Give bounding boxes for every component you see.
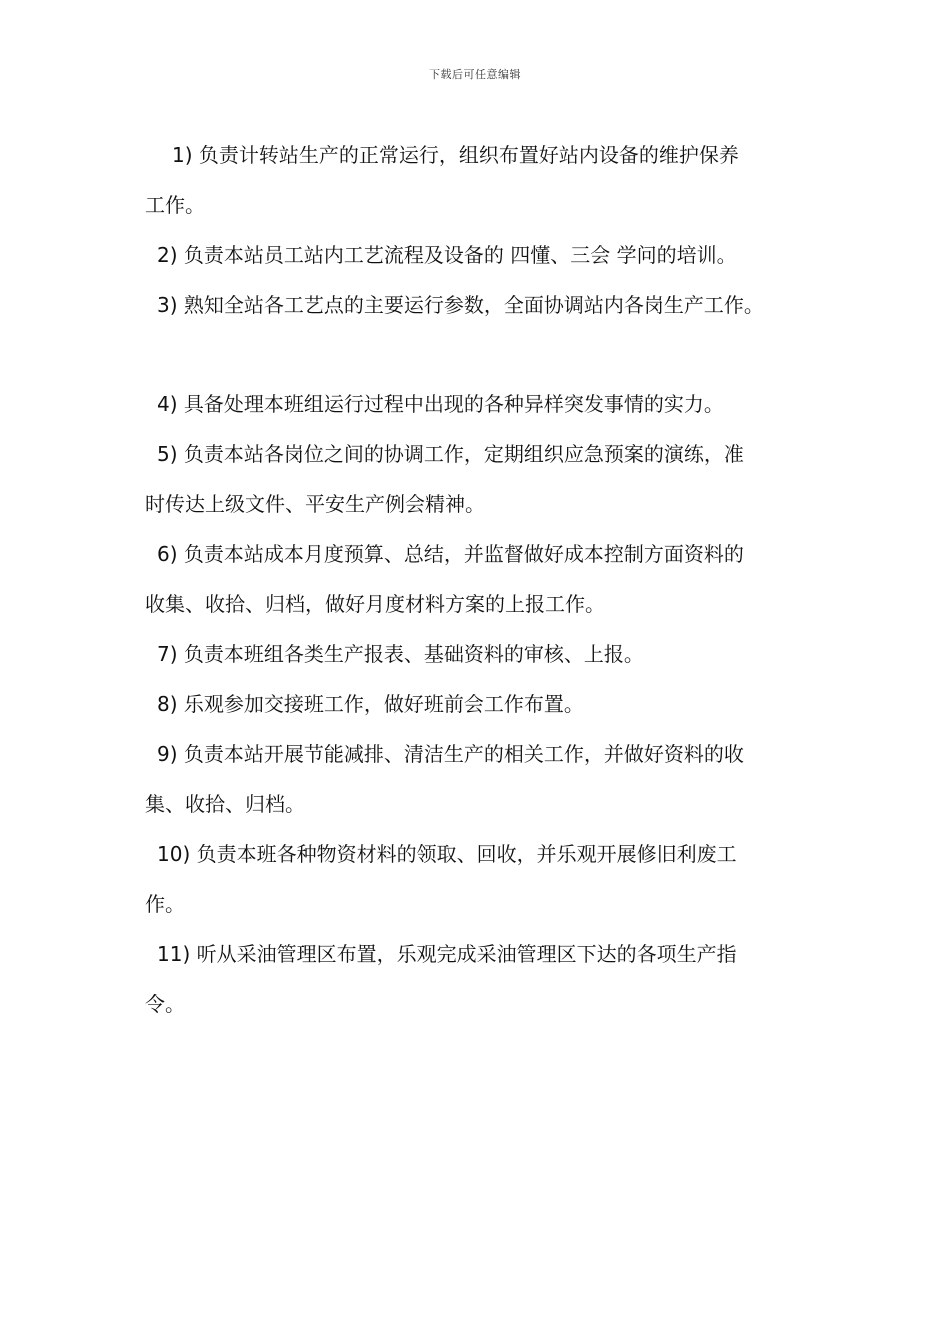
paragraph-5-line2: 时传达上级文件、平安生产例会精神。 <box>145 492 485 516</box>
paragraph-3-line1: 3) 熟知全站各工艺点的主要运行参数，全面协调站内各岗生产工作。 <box>157 293 764 317</box>
paragraph-1-line2: 工作。 <box>145 193 205 217</box>
paragraph-2 <box>145 230 815 280</box>
paragraph-2-line1: 2) 负责本站员工站内工艺流程及设备的 四懂、三会 学问的培训。 <box>157 243 737 267</box>
paragraph-7 <box>145 629 815 679</box>
paragraph-8 <box>145 679 815 729</box>
paragraph-4-line1: 4) 具备处理本班组运行过程中出现的各种异样突发事情的实力。 <box>157 392 724 416</box>
paragraph-9 <box>145 729 815 829</box>
paragraph-6-line2: 收集、收拾、归档，做好月度材料方案的上报工作。 <box>145 592 605 616</box>
paragraph-6 <box>145 529 815 629</box>
paragraph-8-line1: 8) 乐观参加交接班工作，做好班前会工作布置。 <box>157 692 584 716</box>
document-body <box>145 130 815 1029</box>
paragraph-11-line1: 11) 听从采油管理区布置，乐观完成采油管理区下达的各项生产指 <box>157 942 737 966</box>
paragraph-gap <box>145 330 815 379</box>
paragraph-1 <box>145 130 815 230</box>
paragraph-7-line1: 7) 负责本班组各类生产报表、基础资料的审核、上报。 <box>157 642 644 666</box>
paragraph-9-line2: 集、收拾、归档。 <box>145 792 305 816</box>
paragraph-10-line2: 作。 <box>145 892 185 916</box>
paragraph-5-line1: 5) 负责本站各岗位之间的协调工作，定期组织应急预案的演练，准 <box>157 442 744 466</box>
paragraph-9-line1: 9) 负责本站开展节能减排、清洁生产的相关工作，并做好资料的收 <box>157 742 744 766</box>
paragraph-6-line1: 6) 负责本站成本月度预算、总结，并监督做好成本控制方面资料的 <box>157 542 744 566</box>
page-header: 下载后可任意编辑 <box>429 68 521 81</box>
paragraph-11-line2: 令。 <box>145 992 185 1016</box>
paragraph-1-line1: 1) 负责计转站生产的正常运行，组织布置好站内设备的维护保养 <box>172 143 739 167</box>
paragraph-4 <box>145 379 815 429</box>
paragraph-3 <box>145 280 815 330</box>
paragraph-5 <box>145 429 815 529</box>
paragraph-10-line1: 10) 负责本班各种物资材料的领取、回收，并乐观开展修旧利废工 <box>157 842 737 866</box>
paragraph-11 <box>145 929 815 1029</box>
paragraph-10 <box>145 829 815 929</box>
